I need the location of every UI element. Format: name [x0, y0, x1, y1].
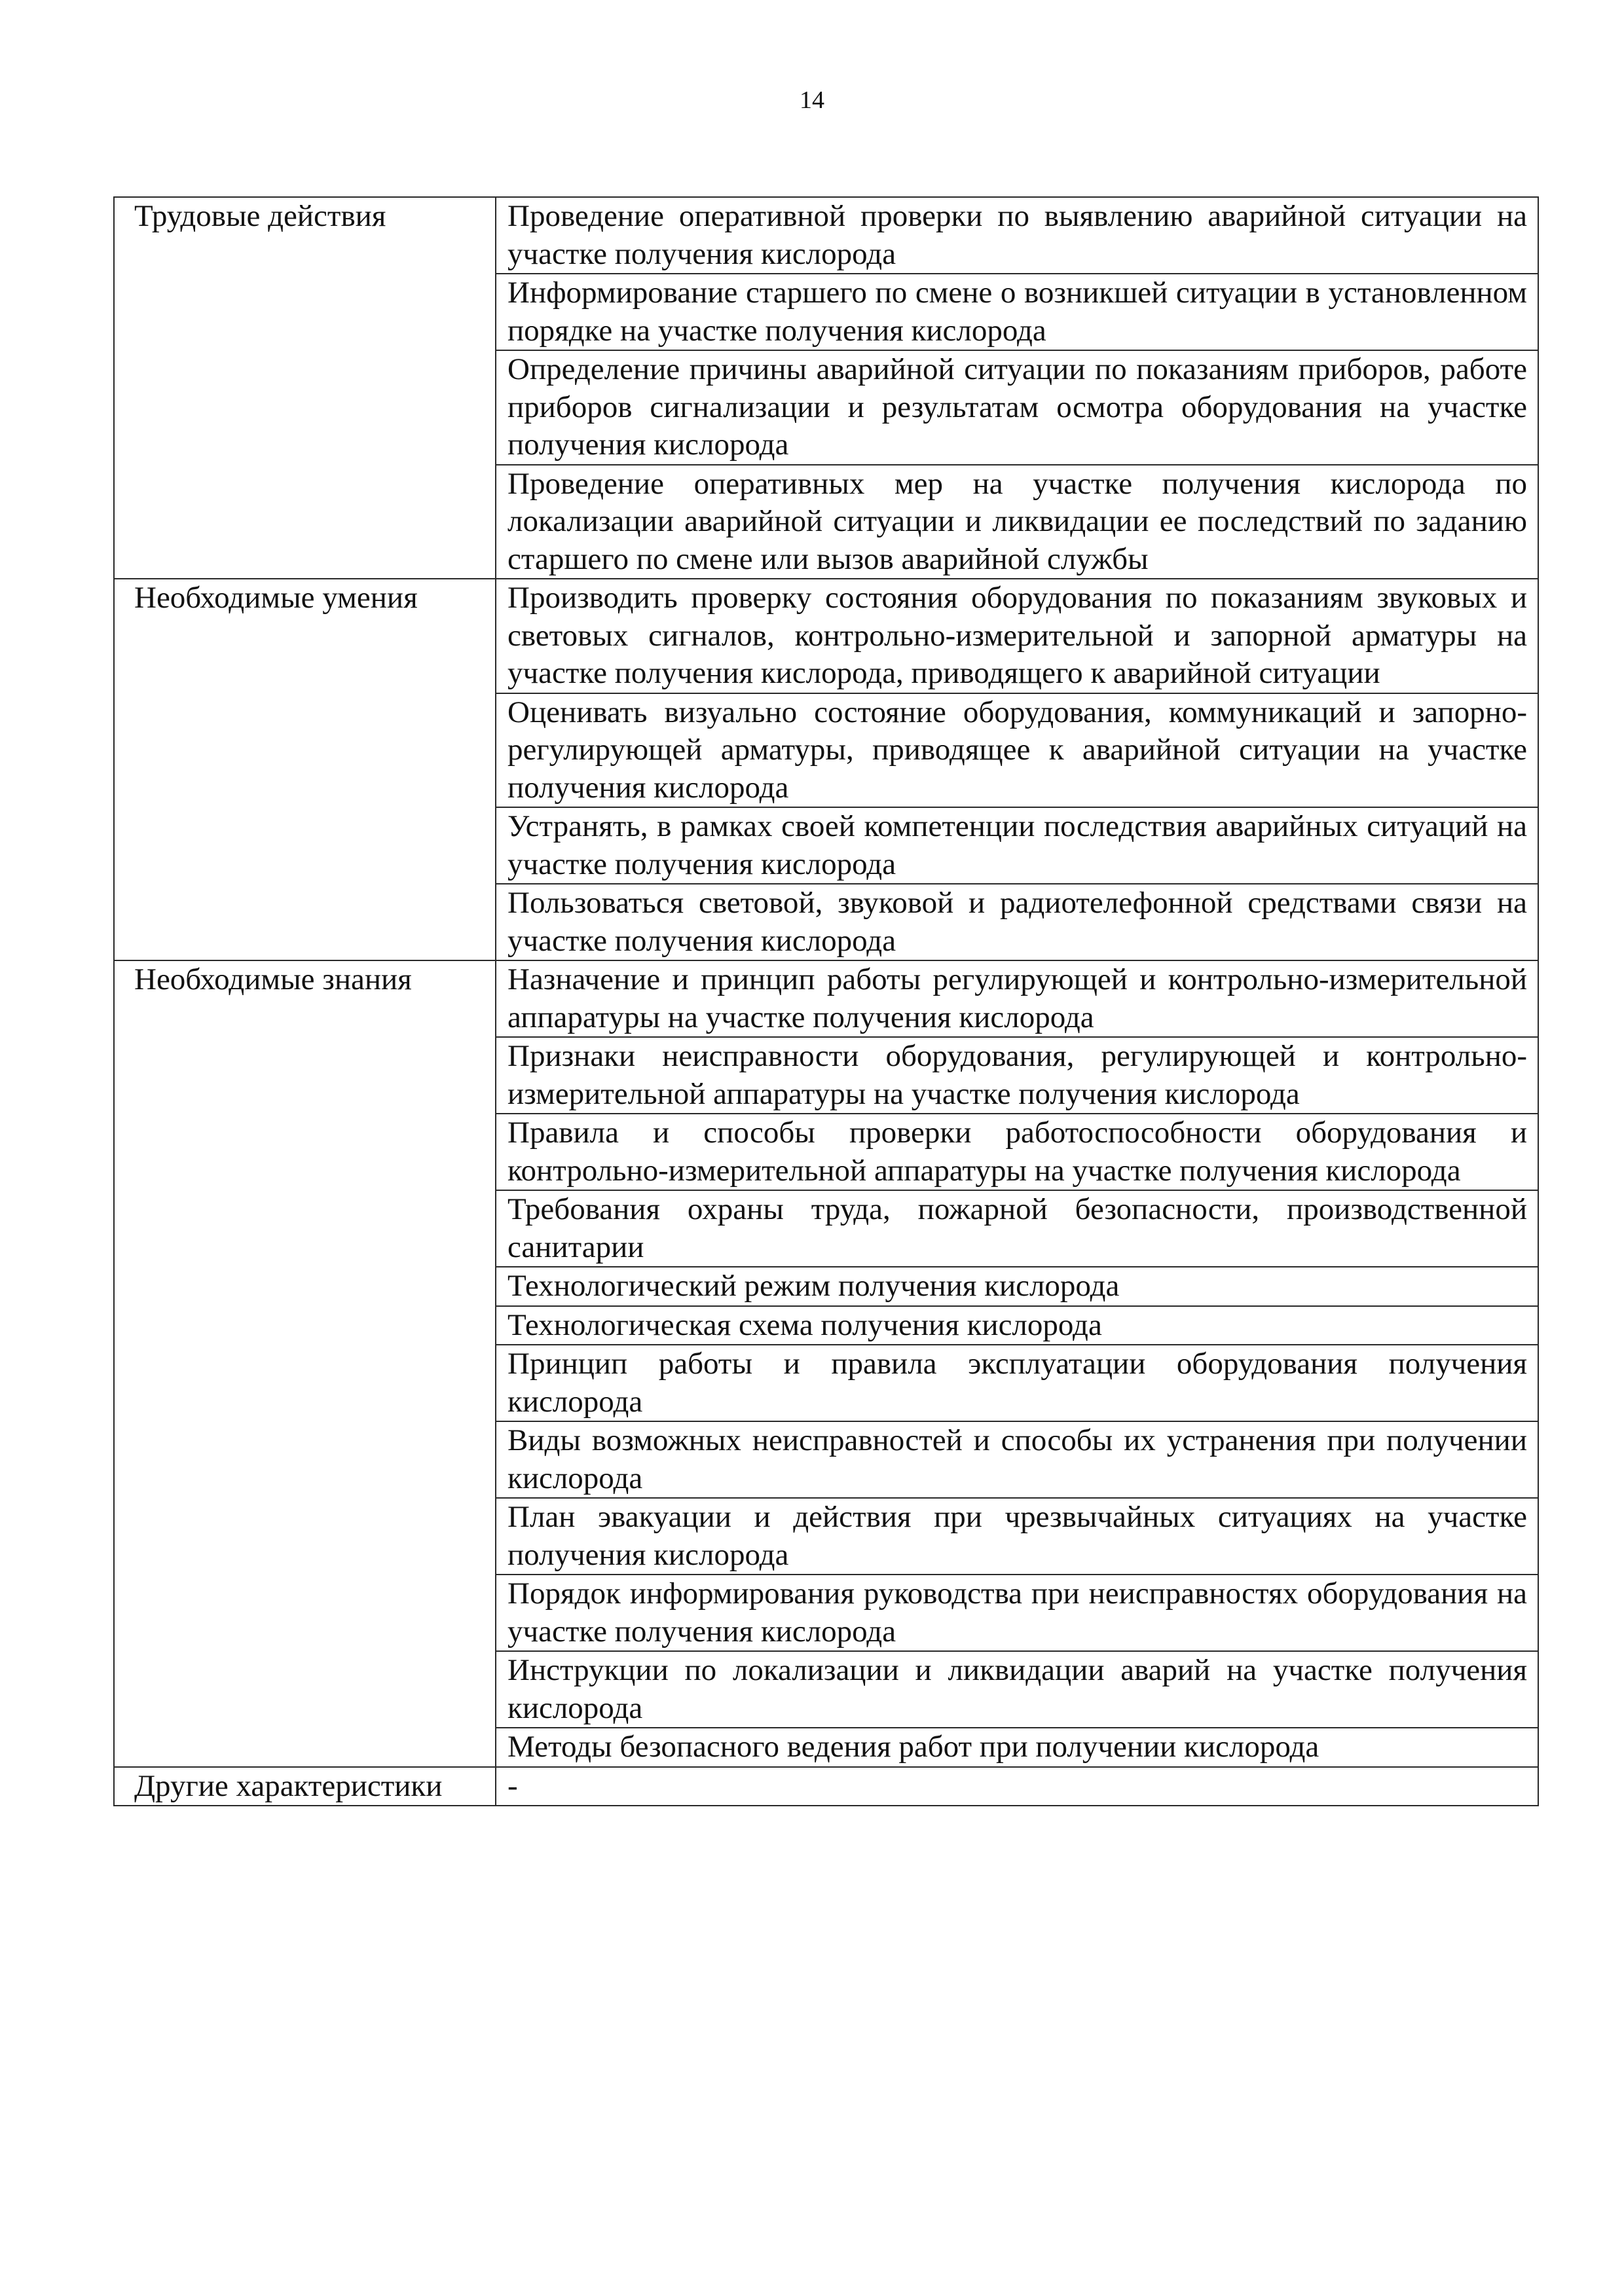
table-cell: План эвакуации и действия при чрезвычайных ситуациях на участке получения кислорода [496, 1498, 1538, 1575]
page-number: 14 [800, 86, 824, 114]
table-cell: Требования охраны труда, пожарной безопасности, производственной санитарии [496, 1190, 1538, 1267]
table-cell: Инструкции по локализации и ликвидации аварий на участке получения кислорода [496, 1651, 1538, 1728]
table-cell: Определение причины аварийной ситуации по показаниям приборов, работе приборов сигнализации и результатам осмотра оборудования на участке получения кислорода [496, 350, 1538, 465]
table-cell: Назначение и принцип работы регулирующей и контрольно-измерительной аппаратуры на участке получения кислорода [496, 960, 1538, 1037]
table-cell: Оценивать визуально состояние оборудования, коммуникаций и запорно-регулирующей арматуры, приводящее к аварийной ситуации на участке получения кислорода [496, 693, 1538, 808]
competency-table [113, 196, 1539, 1806]
table-cell: Технологический режим получения кислорода [496, 1267, 1538, 1306]
table-cell: Принцип работы и правила эксплуатации оборудования получения кислорода [496, 1345, 1538, 1421]
table-row [114, 960, 1538, 1037]
table-cell: Виды возможных неисправностей и способы их устранения при получении кислорода [496, 1421, 1538, 1498]
table-cell: Проведение оперативных мер на участке получения кислорода по локализации аварийной ситуации и ликвидации ее последствий по заданию старшего по смене или вызов аварийной службы [496, 465, 1538, 579]
table-cell: Методы безопасного ведения работ при получении кислорода [496, 1728, 1538, 1767]
table-row [114, 1767, 1538, 1806]
table-cell: Технологическая схема получения кислорода [496, 1306, 1538, 1345]
table-cell: Информирование старшего по смене о возникшей ситуации в установленном порядке на участке получения кислорода [496, 274, 1538, 350]
table-cell: Производить проверку состояния оборудования по показаниям звуковых и световых сигналов, контрольно-измерительной и запорной арматуры на участке получения кислорода, приводящего к аварийной ситуации [496, 579, 1538, 693]
table-cell: Правила и способы проверки работоспособности оборудования и контрольно-измерительной аппаратуры на участке получения кислорода [496, 1114, 1538, 1190]
section-label-other-characteristics: Другие характеристики [114, 1767, 496, 1806]
table-cell: Проведение оперативной проверки по выявлению аварийной ситуации на участке получения кислорода [496, 197, 1538, 274]
table-cell: Пользоваться световой, звуковой и радиотелефонной средствами связи на участке получения кислорода [496, 884, 1538, 960]
table-cell: Признаки неисправности оборудования, регулирующей и контрольно-измерительной аппаратуры на участке получения кислорода [496, 1037, 1538, 1114]
table-cell: - [496, 1767, 1538, 1806]
table-row [114, 197, 1538, 274]
table-row [114, 579, 1538, 693]
section-label-labor-actions: Трудовые действия [114, 197, 496, 579]
table-cell: Устранять, в рамках своей компетенции последствия аварийных ситуаций на участке получения кислорода [496, 807, 1538, 884]
section-label-required-skills: Необходимые умения [114, 579, 496, 960]
section-label-required-knowledge: Необходимые знания [114, 960, 496, 1767]
table-cell: Порядок информирования руководства при неисправностях оборудования на участке получения кислорода [496, 1575, 1538, 1651]
